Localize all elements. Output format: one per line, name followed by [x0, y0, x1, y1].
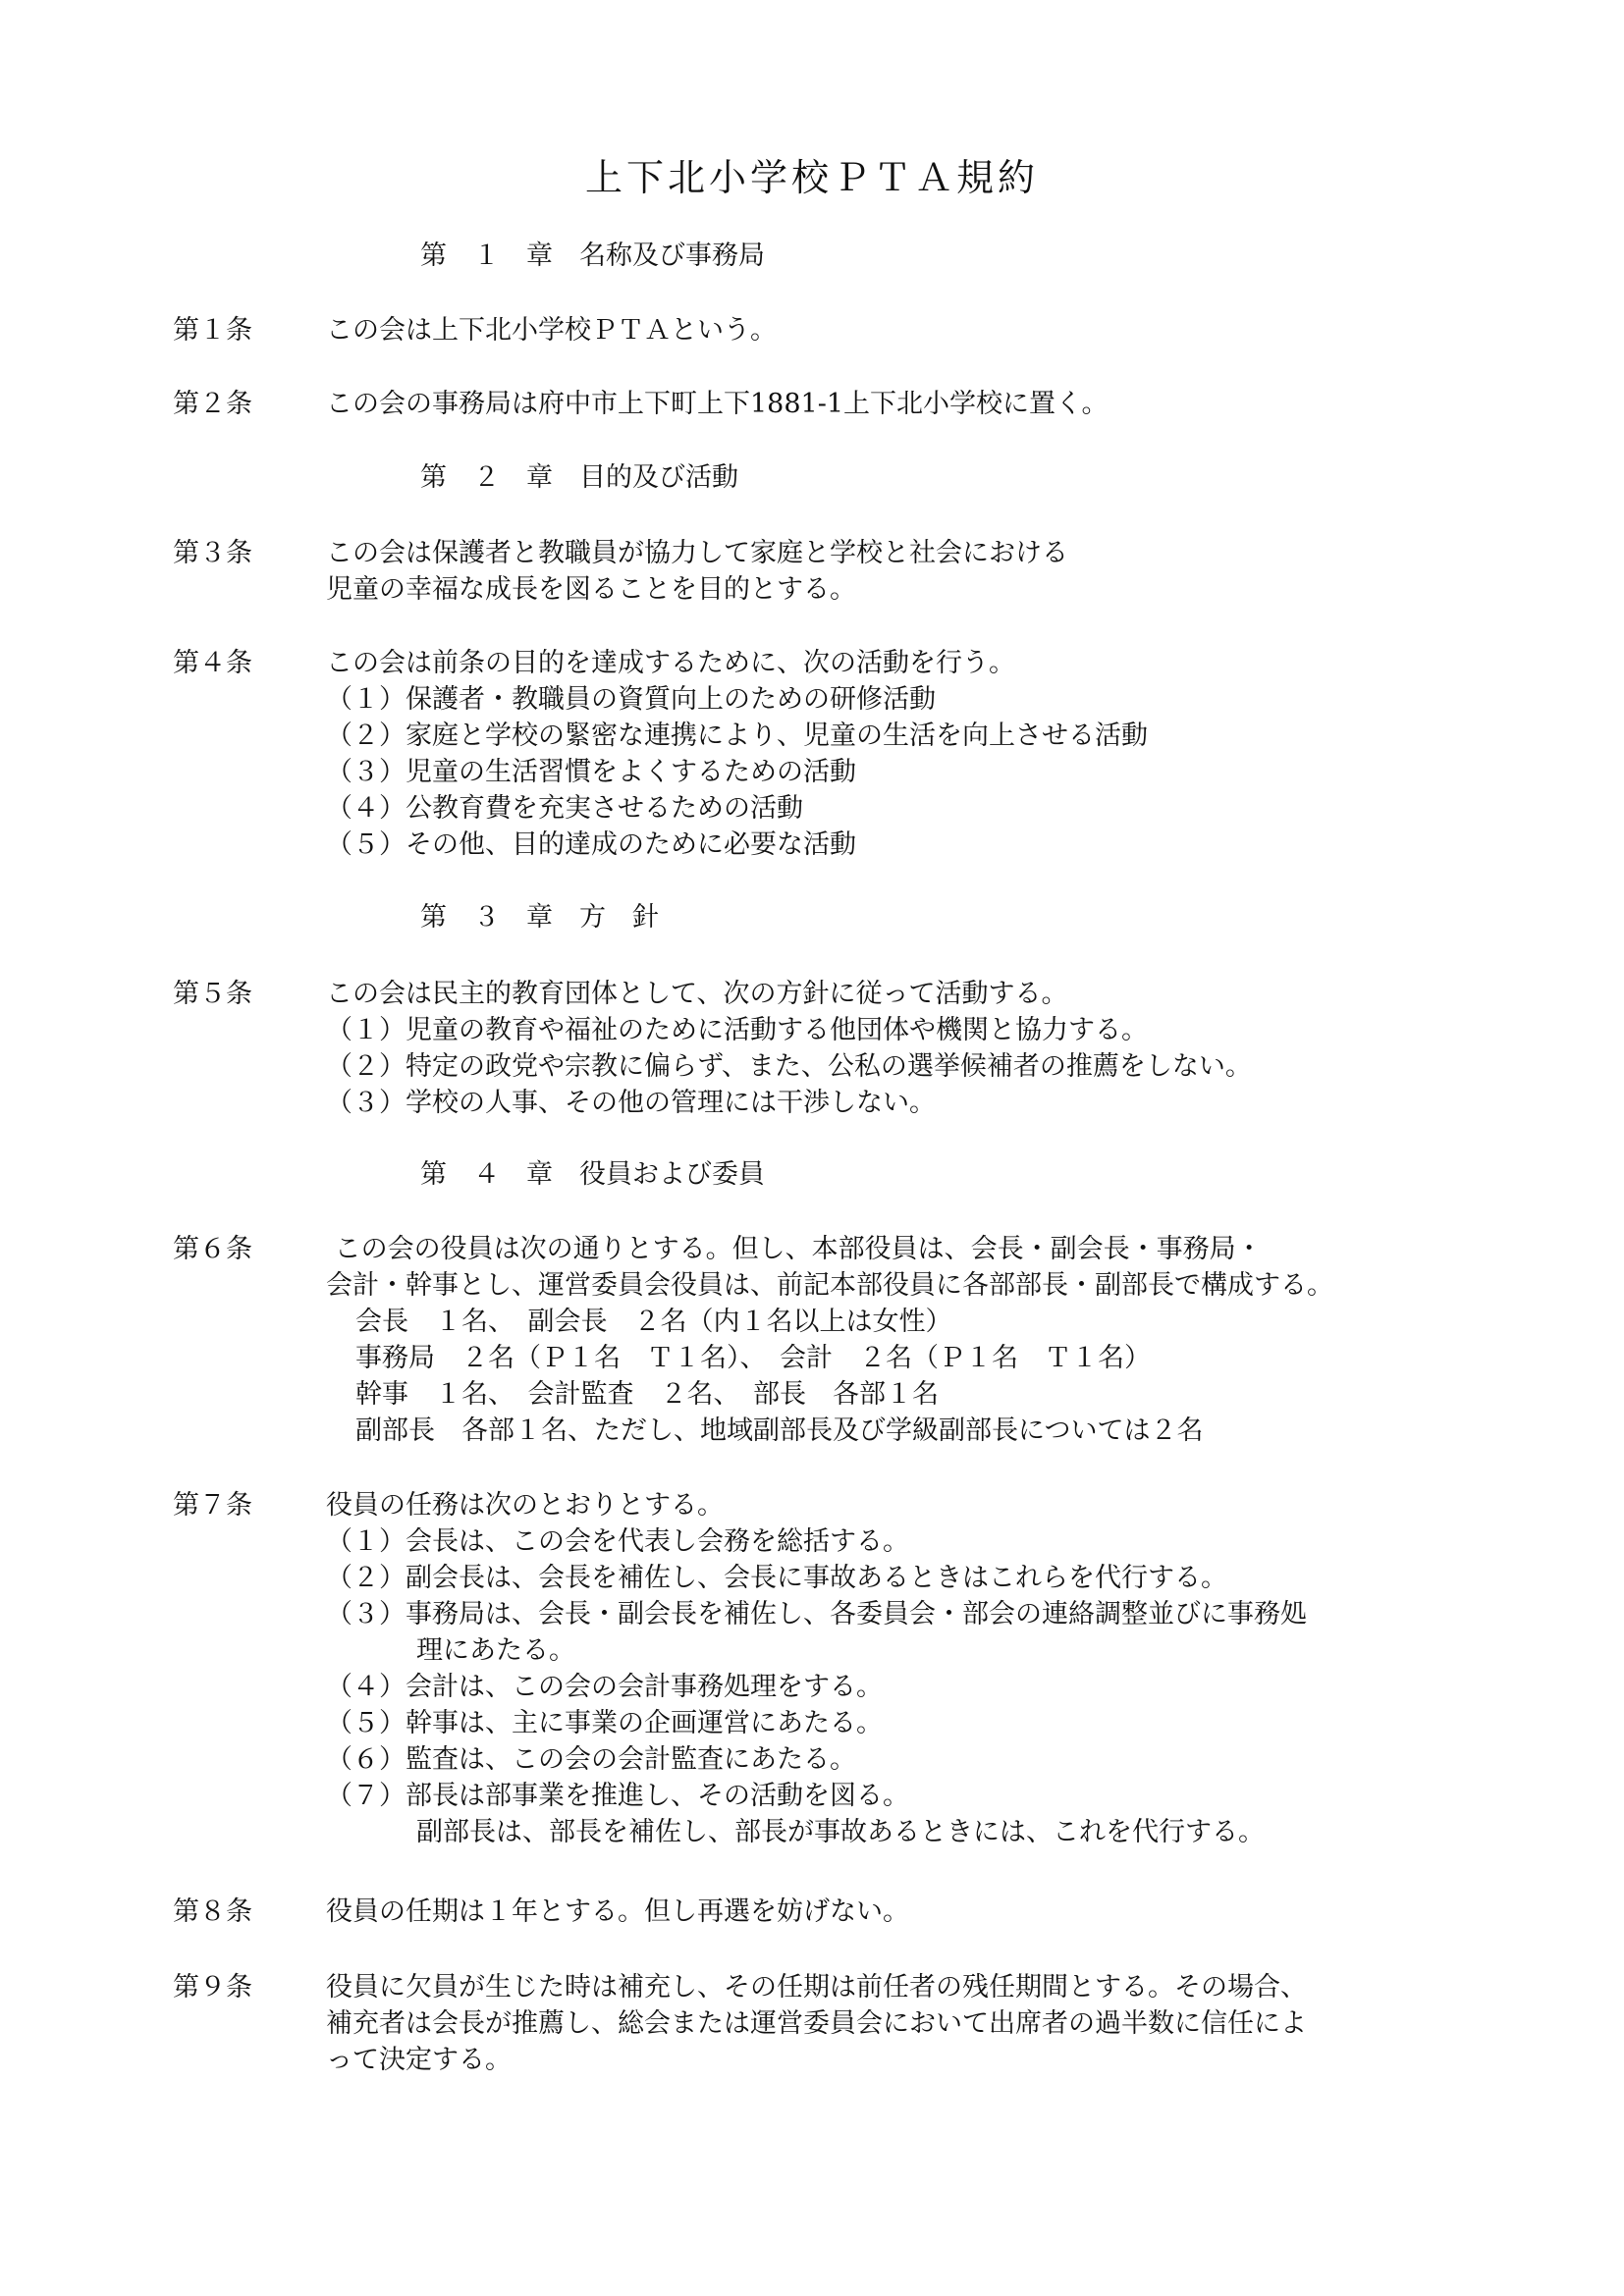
officer-row: 副部長 各部１名、ただし、地域副部長及び学級副部長については２名	[355, 1415, 1204, 1446]
article-text: 役員に欠員が生じた時は補充し、その任期は前任者の残任期間とする。その場合、	[326, 1972, 1307, 2002]
chapter-heading-1: 第 １ 章 名称及び事務局	[420, 240, 765, 271]
list-item: （７）部長は部事業を推進し、その活動を図る。	[326, 1781, 909, 1811]
article-body	[326, 976, 1494, 1121]
document-title: 上下北小学校ＰＴＡ規約	[584, 156, 1039, 199]
article-text: 児童の幸福な成長を図ることを目的とする。	[326, 574, 856, 605]
article-number: 第３条	[173, 538, 252, 568]
article-text: 補充者は会長が推薦し、総会または運営委員会において出席者の過半数に信任によ	[326, 2008, 1307, 2039]
list-item: （１）保護者・教職員の資質向上のための研修活動	[326, 684, 936, 715]
article-number: 第２条	[173, 389, 252, 419]
article-number: 第９条	[173, 1972, 252, 2002]
list-item: （２）家庭と学校の緊密な連携により、児童の生活を向上させる活動	[326, 721, 1148, 751]
article-number: 第１条	[173, 315, 252, 346]
article-text: この会は民主的教育団体として、次の方針に従って活動する。	[326, 979, 1068, 1009]
article-text: この会は前条の目的を達成するために、次の活動を行う。	[326, 648, 1015, 678]
officer-row: 会長 １名、 副会長 ２名（内１名以上は女性）	[355, 1307, 952, 1337]
list-item: （１）児童の教育や福祉のために活動する他団体や機関と協力する。	[326, 1015, 1148, 1045]
officer-row: 事務局 ２名（Ｐ１名 Ｔ１名）、 会計 ２名（Ｐ１名 Ｔ１名）	[355, 1343, 1151, 1373]
chapter-heading-4: 第 ４ 章 役員および委員	[420, 1159, 765, 1190]
list-item: （５）幹事は、主に事業の企画運営にあたる。	[326, 1708, 883, 1738]
article-text: この会は保護者と教職員が協力して家庭と学校と社会における	[326, 538, 1068, 568]
list-item: （２）副会長は、会長を補佐し、会長に事故あるときはこれらを代行する。	[326, 1563, 1227, 1593]
list-item: （１）会長は、この会を代表し会務を総括する。	[326, 1526, 909, 1557]
article-number: 第５条	[173, 979, 252, 1009]
officer-row: 幹事 １名、 会計監査 ２名、 部長 各部１名	[355, 1379, 939, 1410]
article-body	[326, 645, 1494, 863]
list-item-continuation: 理にあたる。	[416, 1635, 575, 1666]
list-item-continuation: 副部長は、部長を補佐し、部長が事故あるときには、これを代行する。	[416, 1817, 1265, 1847]
list-item: （５）その他、目的達成のために必要な活動	[326, 829, 856, 860]
article-text: この会の事務局は府中市上下町上下1881-1上下北小学校に置く。	[326, 389, 1109, 419]
article-number: 第６条	[173, 1234, 252, 1264]
article-text: って決定する。	[326, 2045, 512, 2075]
article-body	[326, 535, 1494, 608]
list-item: （３）事務局は、会長・副会長を補佐し、各委員会・部会の連絡調整並びに事務処	[326, 1599, 1307, 1629]
list-item: （３）児童の生活習慣をよくするための活動	[326, 757, 856, 787]
list-item: （３）学校の人事、その他の管理には干渉しない。	[326, 1088, 936, 1118]
list-item: （４）公教育費を充実させるための活動	[326, 793, 803, 824]
article-number: 第７条	[173, 1490, 252, 1521]
article-body	[326, 312, 1494, 348]
article-number: 第８条	[173, 1896, 252, 1927]
article-body	[326, 1231, 1494, 1449]
article-text: 会計・幹事とし、運営委員会役員は、前記本部役員に各部部長・副部長で構成する。	[326, 1270, 1333, 1301]
article-body	[326, 386, 1494, 422]
article-body	[326, 1969, 1494, 2078]
list-item: （４）会計は、この会の会計事務処理をする。	[326, 1672, 883, 1702]
chapter-heading-3: 第 ３ 章 方 針	[420, 902, 659, 933]
chapter-heading-2: 第 ２ 章 目的及び活動	[420, 462, 738, 493]
article-body	[326, 1487, 1494, 1850]
article-text: この会は上下北小学校ＰＴＡという。	[326, 315, 777, 346]
list-item: （６）監査は、この会の会計監査にあたる。	[326, 1744, 856, 1775]
article-body	[326, 1894, 1494, 1930]
article-number: 第４条	[173, 648, 252, 678]
article-text: 役員の任務は次のとおりとする。	[326, 1490, 724, 1521]
list-item: （２）特定の政党や宗教に偏らず、また、公私の選挙候補者の推薦をしない。	[326, 1051, 1252, 1082]
article-text: 役員の任期は１年とする。但し再選を妨げない。	[326, 1896, 909, 1927]
article-text: この会の役員は次の通りとする。但し、本部役員は、会長・副会長・事務局・	[326, 1234, 1263, 1264]
